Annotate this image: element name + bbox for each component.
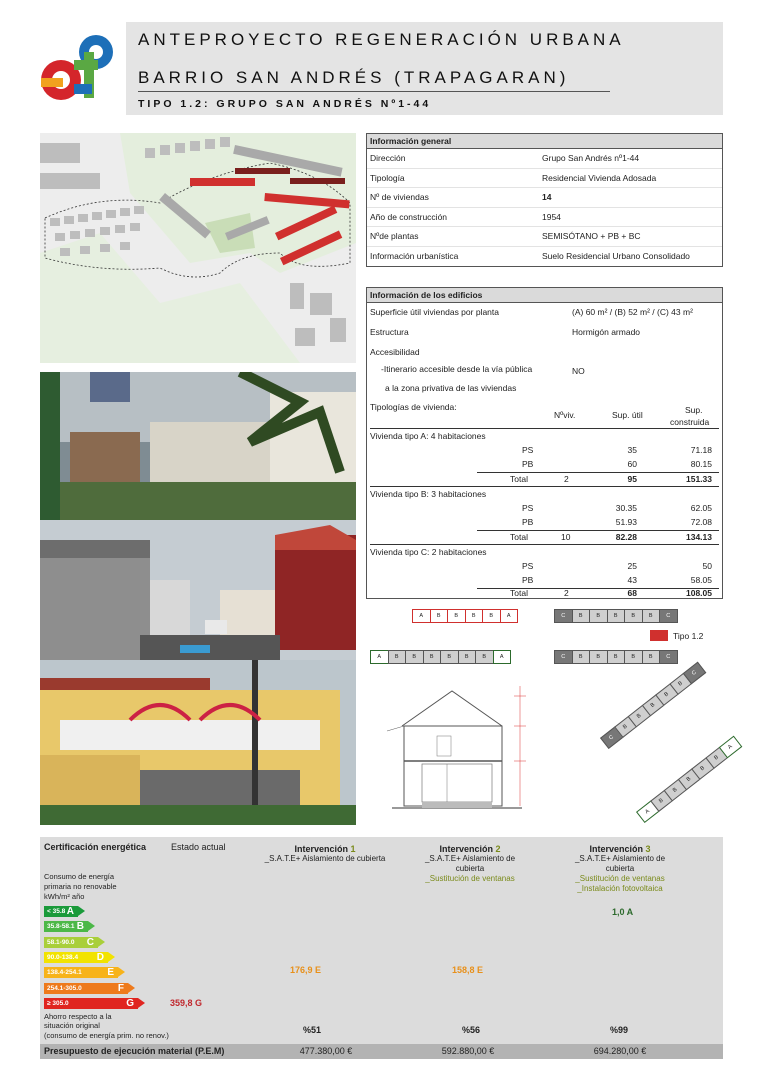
energy-scale-range: 138.4-254.1: [47, 969, 82, 977]
strip-cell: B: [642, 609, 661, 623]
building-strip-3: [370, 650, 510, 664]
strip-cell: A: [493, 650, 512, 664]
strip-cell: B: [430, 609, 449, 623]
structure-label: Estructura: [370, 327, 409, 337]
surface-label: Superficie útil viviendas por planta: [370, 307, 499, 317]
strip-cell: B: [691, 758, 714, 780]
table-row: Año de construcción 1954: [367, 208, 722, 228]
strip-cell: B: [669, 673, 692, 695]
energy-scale-letter: D: [96, 951, 104, 963]
divider: [477, 530, 719, 531]
total-label: Total: [510, 474, 528, 484]
table-row: Información urbanística Suelo Residencial Urbano Consolidado: [370, 251, 690, 262]
strip-cell: B: [572, 609, 591, 623]
sup-util-value: 43: [627, 575, 637, 585]
strip-cell: B: [624, 650, 643, 664]
legend-swatch: [650, 630, 668, 641]
strip-cell: A: [719, 736, 742, 758]
table-row: Tipología Residencial Vivienda Adosada: [367, 169, 722, 189]
sup-cons-value: 71.18: [690, 445, 712, 455]
strip-cell: B: [628, 705, 651, 727]
energy-scale-c: [44, 937, 98, 948]
general-info-heading: Información general: [367, 134, 722, 149]
site-map-drawing: [40, 133, 356, 363]
strip-cell: A: [412, 609, 431, 623]
divider: [477, 472, 719, 473]
floor-label: PB: [522, 575, 534, 585]
col-nviv: Nºviv.: [554, 410, 576, 420]
energy-scale-range: 35.8-58.1: [47, 923, 75, 931]
strip-cell: B: [614, 716, 637, 738]
strip-cell: B: [405, 650, 424, 664]
total-util-value: 68: [627, 588, 637, 598]
energy-scale-range: 90.0-138.4: [47, 953, 79, 961]
surface-value: (A) 60 m² / (B) 52 m² / (C) 43 m²: [572, 307, 693, 317]
strip-cell: B: [641, 694, 664, 716]
building-strip-1: [412, 609, 517, 623]
strip-cell: B: [607, 609, 626, 623]
strip-cell: B: [705, 747, 728, 769]
typologies-label: Tipologías de vivienda:: [370, 402, 457, 412]
energy-scale-letter: G: [126, 997, 134, 1009]
intervention-1-value: 176,9 E: [290, 965, 322, 975]
strip-cell: B: [589, 609, 608, 623]
strip-cell: B: [440, 650, 459, 664]
page-subtitle: TIPO 1.2: GRUPO SAN ANDRÉS Nº1-44: [138, 98, 432, 110]
sup-util-value: 25: [627, 561, 637, 571]
divider: [370, 428, 719, 429]
table-row: Nº de viviendas 14: [367, 188, 722, 208]
budget-label: Presupuesto de ejecución material (P.E.M): [44, 1046, 225, 1056]
divider: [370, 544, 719, 545]
strip-cell: C: [554, 609, 573, 623]
building-strip-4: [554, 650, 677, 664]
nviv-value: 2: [564, 588, 569, 598]
building-strip-diag-1: [600, 663, 705, 749]
energy-scale-g: [44, 998, 138, 1009]
sup-cons-value: 58.05: [690, 575, 712, 585]
energy-scale-letter: A: [66, 906, 74, 917]
current-value: 359,8 G: [170, 998, 203, 1008]
structure-value: Hormigón armado: [572, 327, 641, 337]
page-title-location: BARRIO SAN ANDRÉS (TRAPAGARAN): [138, 68, 570, 87]
sup-util-value: 30.35: [615, 503, 637, 513]
building-strip-2: [554, 609, 677, 623]
sup-cons-value: 80.15: [690, 459, 712, 469]
type-a-name: Vivienda tipo A: 4 habitaciones: [370, 431, 486, 441]
intervention-1-saving: %51: [303, 1025, 322, 1035]
strip-cell: C: [554, 650, 573, 664]
total-util-value: 95: [627, 474, 637, 484]
floor-label: PS: [522, 561, 534, 571]
strip-cell: B: [655, 684, 678, 706]
energy-scale-range: < 35.8: [47, 908, 66, 915]
strip-cell: A: [500, 609, 519, 623]
energy-certification: [40, 837, 723, 1059]
access-line-1: -Itinerario accesible desde la vía pública: [381, 364, 533, 374]
energy-scale-a: [44, 906, 78, 917]
total-cons-value: 134.13: [686, 532, 712, 542]
strip-cell: C: [683, 662, 706, 684]
strip-cell: C: [600, 727, 623, 749]
strip-cell: A: [370, 650, 389, 664]
sup-util-value: 51.93: [615, 517, 637, 527]
floor-label: PS: [522, 503, 534, 513]
access-label: Accesibilidad: [370, 347, 420, 357]
energy-scale-range: ≥ 305.0: [47, 999, 69, 1007]
header: [126, 22, 723, 115]
total-label: Total: [510, 532, 528, 542]
page-title: ANTEPROYECTO REGENERACIÓN URBANA: [138, 30, 625, 49]
col-sup-util: Sup. útil: [612, 410, 643, 420]
strip-cell: B: [388, 650, 407, 664]
energy-scale-range: 58.1-90.0: [47, 938, 75, 946]
strip-cell: C: [659, 609, 678, 623]
budget-row: [40, 1044, 723, 1059]
strip-cell: B: [589, 650, 608, 664]
total-label: Total: [510, 588, 528, 598]
energy-scale-letter: C: [86, 936, 94, 948]
strip-cell: A: [636, 801, 659, 823]
street-photo-1: [40, 372, 356, 520]
strip-cell: B: [642, 650, 661, 664]
access-line-2: a la zona privativa de las viviendas: [385, 383, 517, 393]
building-info-table: [366, 287, 723, 599]
general-info-table: [366, 133, 723, 267]
sup-util-value: 35: [627, 445, 637, 455]
type-b-name: Vivienda tipo B: 3 habitaciones: [370, 489, 487, 499]
consumption-label: Consumo de energía primaria no renovable kWh/m² año: [44, 872, 117, 901]
divider: [370, 486, 719, 487]
total-cons-value: 108.05: [686, 588, 712, 598]
intervention-3-value: 1,0 A: [612, 907, 634, 917]
energy-scale-range: 254.1-305.0: [47, 984, 82, 992]
section-drawing: [382, 676, 534, 820]
state-label: Estado actual: [171, 842, 226, 852]
nviv-value: 2: [564, 474, 569, 484]
sup-cons-value: 72.08: [690, 517, 712, 527]
energy-scale-e: [44, 967, 118, 978]
floor-label: PB: [522, 459, 534, 469]
building-strip-diag-2: [636, 737, 741, 823]
strip-cell: B: [624, 609, 643, 623]
strip-cell: B: [423, 650, 442, 664]
strip-cell: B: [465, 609, 484, 623]
nviv-value: 10: [561, 532, 571, 542]
strip-cell: C: [659, 650, 678, 664]
floor-label: PS: [522, 445, 534, 455]
floor-label: PB: [522, 517, 534, 527]
energy-heading: Certificación energética: [44, 842, 147, 852]
logo-icon: [38, 32, 118, 102]
street-photo-2: [40, 520, 356, 660]
access-value: NO: [572, 366, 585, 376]
strip-cell: B: [475, 650, 494, 664]
energy-scale-letter: E: [107, 967, 114, 979]
col-sup-const-2: construida: [670, 417, 710, 427]
intervention-2-saving: %56: [462, 1025, 481, 1035]
energy-scale-f: [44, 983, 128, 994]
sup-cons-value: 50: [702, 561, 712, 571]
total-util-value: 82.28: [615, 532, 637, 542]
intervention-2: Intervención 2 _S.A.T.E+ Aislamiento de cubierta _Sustitución de ventanas: [424, 844, 516, 883]
energy-scale-b: [44, 921, 88, 932]
col-sup-const-1: Sup.: [685, 405, 703, 415]
intervention-3: Intervención 3 _S.A.T.E+ Aislamiento de cubierta _Sustitución de ventanas _Instalación fotovoltaica: [574, 844, 666, 893]
type-c-name: Vivienda tipo C: 2 habitaciones: [370, 547, 487, 557]
legend-label: Tipo 1.2: [673, 630, 704, 641]
total-cons-value: 151.33: [686, 474, 712, 484]
building-info-heading: Información de los edificios: [367, 288, 722, 303]
strip-cell: B: [572, 650, 591, 664]
intervention-3-saving: %99: [610, 1025, 629, 1035]
budget-value-1: 477.380,00 €: [299, 1046, 353, 1056]
energy-scale-letter: F: [117, 982, 124, 994]
budget-value-3: 694.280,00 €: [593, 1046, 647, 1056]
intervention-1: Intervención 1 _S.A.T.E+ Aislamiento de cubierta: [264, 844, 386, 863]
table-row: Nºde plantas SEMISÓTANO + PB + BC: [367, 227, 722, 247]
sup-util-value: 60: [627, 459, 637, 469]
table-row: Dirección Grupo San Andrés nº1-44: [367, 149, 722, 169]
legend: [650, 630, 703, 641]
strip-cell: B: [607, 650, 626, 664]
strip-cell: B: [677, 768, 700, 790]
street-photo-3: [40, 660, 356, 825]
site-map: [40, 133, 356, 363]
strip-cell: B: [664, 779, 687, 801]
budget-value-2: 592.880,00 €: [441, 1046, 495, 1056]
energy-scale-letter: B: [76, 921, 84, 933]
sup-cons-value: 62.05: [690, 503, 712, 513]
strip-cell: B: [458, 650, 477, 664]
energy-scale-d: [44, 952, 108, 963]
savings-label: Ahorro respecto a la situación original (consumo de energía prim. no renov.): [44, 1012, 169, 1040]
strip-cell: B: [447, 609, 466, 623]
title-divider: [138, 91, 610, 92]
strip-cell: B: [482, 609, 501, 623]
strip-cell: B: [650, 790, 673, 812]
intervention-2-value: 158,8 E: [452, 965, 484, 975]
